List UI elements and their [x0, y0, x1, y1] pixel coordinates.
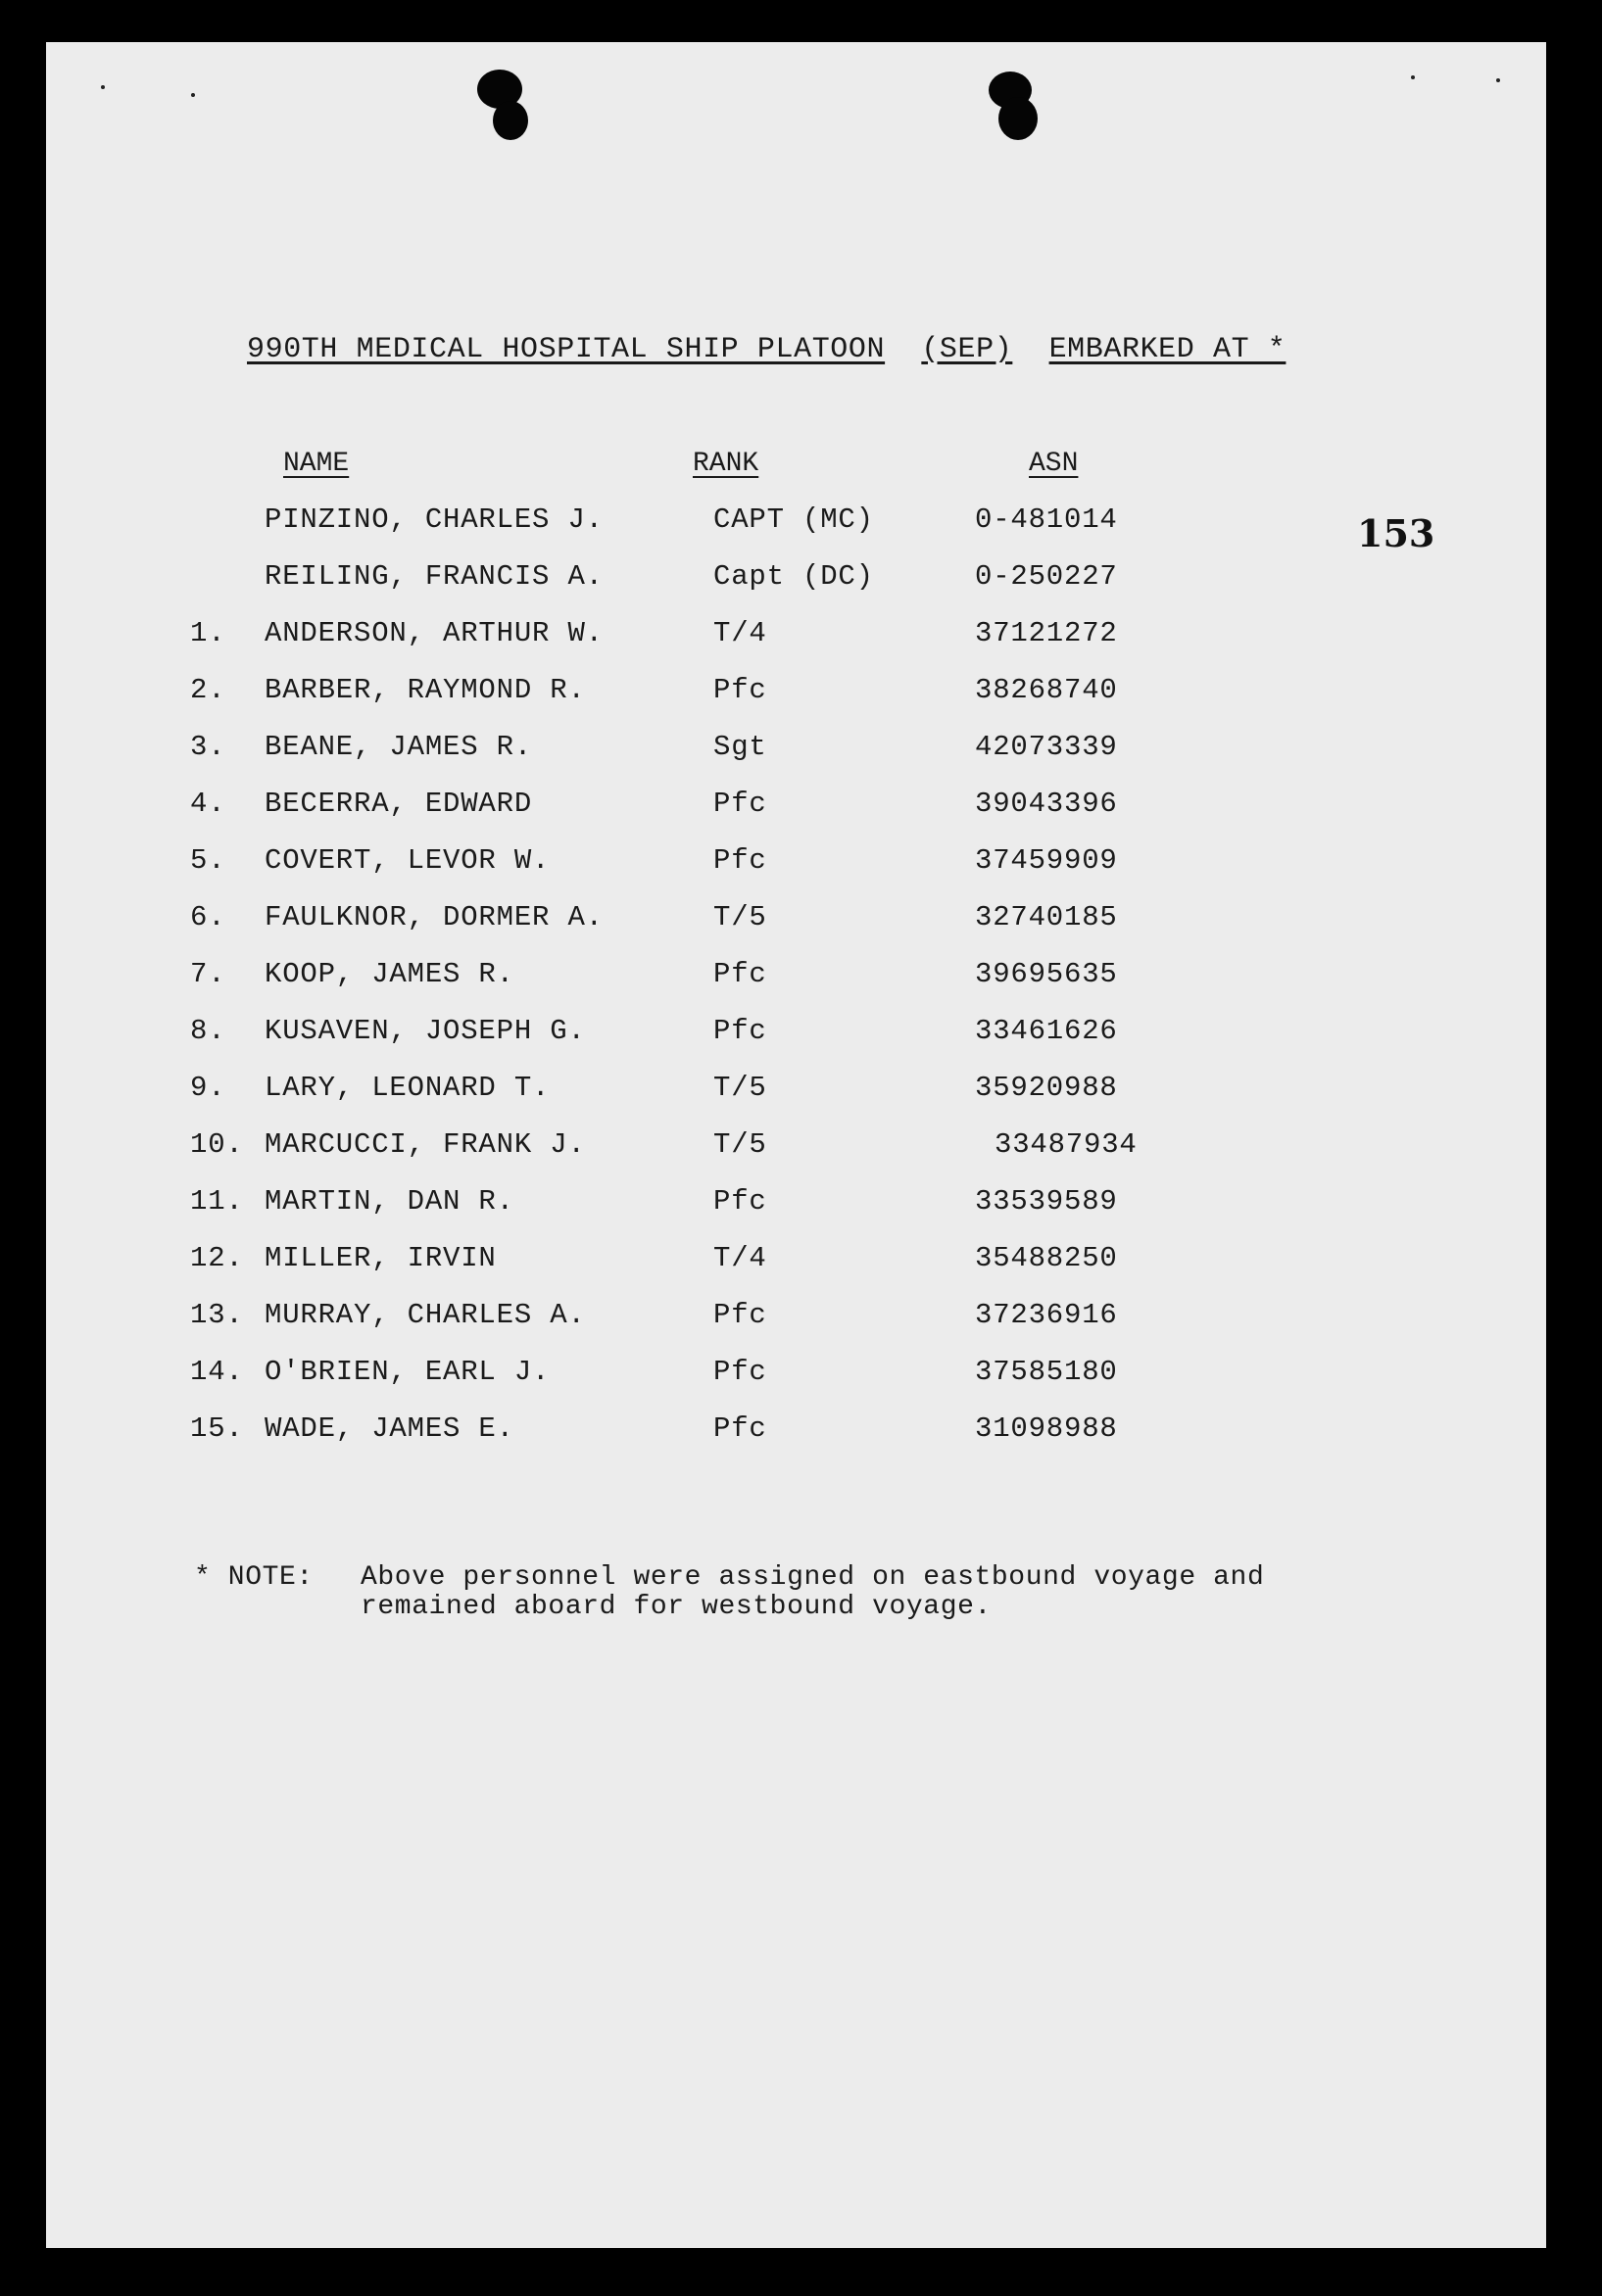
row-number: 3. [190, 731, 226, 763]
row-asn: 33487934 [995, 1128, 1138, 1161]
row-rank: Pfc [713, 844, 767, 877]
row-rank: Pfc [713, 1015, 767, 1047]
row-asn: 32740185 [975, 901, 1118, 933]
row-name: COVERT, LEVOR W. [265, 844, 551, 877]
row-asn: 37236916 [975, 1299, 1118, 1331]
paper-speck [101, 85, 105, 89]
title-sep: (SEP) [921, 333, 1013, 366]
row-rank: Sgt [713, 731, 767, 763]
row-number: 13. [190, 1299, 244, 1331]
row-number: 2. [190, 674, 226, 706]
row-rank: T/5 [713, 1128, 767, 1161]
page-number: 153 [1357, 511, 1435, 555]
footnote-label: * NOTE: [194, 1562, 314, 1593]
row-name: BECERRA, EDWARD [265, 788, 533, 820]
row-name: LARY, LEONARD T. [265, 1072, 551, 1104]
row-name: PINZINO, CHARLES J. [265, 503, 604, 536]
punch-hole-right-lower [998, 97, 1038, 140]
row-number: 7. [190, 958, 226, 990]
row-name: ANDERSON, ARTHUR W. [265, 617, 604, 649]
row-name: MILLER, IRVIN [265, 1242, 497, 1274]
row-name: REILING, FRANCIS A. [265, 560, 604, 593]
row-name: BARBER, RAYMOND R. [265, 674, 586, 706]
row-asn: 38268740 [975, 674, 1118, 706]
row-asn: 33461626 [975, 1015, 1118, 1047]
row-asn: 37121272 [975, 617, 1118, 649]
row-number: 9. [190, 1072, 226, 1104]
row-rank: T/4 [713, 617, 767, 649]
row-asn: 37459909 [975, 844, 1118, 877]
row-rank: Pfc [713, 788, 767, 820]
row-number: 10. [190, 1128, 244, 1161]
row-name: O'BRIEN, EARL J. [265, 1356, 551, 1388]
row-asn: 37585180 [975, 1356, 1118, 1388]
row-number: 5. [190, 844, 226, 877]
row-rank: T/4 [713, 1242, 767, 1274]
row-rank: T/5 [713, 901, 767, 933]
row-asn: 31098988 [975, 1412, 1118, 1445]
column-header-rank: RANK [693, 449, 759, 479]
row-name: MARCUCCI, FRANK J. [265, 1128, 586, 1161]
paper-speck [191, 93, 195, 97]
title-unit: 990TH MEDICAL HOSPITAL SHIP PLATOON [247, 333, 886, 366]
page-title [247, 333, 1286, 366]
row-name: KUSAVEN, JOSEPH G. [265, 1015, 586, 1047]
row-rank: CAPT (MC) [713, 503, 874, 536]
row-asn: 42073339 [975, 731, 1118, 763]
row-name: WADE, JAMES E. [265, 1412, 514, 1445]
row-number: 11. [190, 1185, 244, 1218]
title-embarked: EMBARKED AT * [1048, 333, 1286, 366]
row-rank: Pfc [713, 958, 767, 990]
row-number: 8. [190, 1015, 226, 1047]
row-number: 1. [190, 617, 226, 649]
row-asn: 39043396 [975, 788, 1118, 820]
column-header-asn: ASN [1029, 449, 1079, 479]
row-asn: 39695635 [975, 958, 1118, 990]
row-asn: 33539589 [975, 1185, 1118, 1218]
paper-speck [1496, 78, 1500, 82]
footnote-text: Above personnel were assigned on eastbound voyage and remained aboard for westbound voyage. [361, 1562, 1265, 1622]
row-rank: Pfc [713, 674, 767, 706]
row-name: FAULKNOR, DORMER A. [265, 901, 604, 933]
column-header-name: NAME [283, 449, 350, 479]
row-asn: 35920988 [975, 1072, 1118, 1104]
row-name: MURRAY, CHARLES A. [265, 1299, 586, 1331]
row-rank: Pfc [713, 1185, 767, 1218]
row-rank: Pfc [713, 1412, 767, 1445]
row-number: 6. [190, 901, 226, 933]
punch-hole-left-lower [493, 101, 528, 140]
row-rank: T/5 [713, 1072, 767, 1104]
row-asn: 35488250 [975, 1242, 1118, 1274]
row-name: MARTIN, DAN R. [265, 1185, 514, 1218]
row-rank: Pfc [713, 1299, 767, 1331]
row-asn: 0-481014 [975, 503, 1118, 536]
row-name: BEANE, JAMES R. [265, 731, 533, 763]
row-rank: Pfc [713, 1356, 767, 1388]
row-number: 12. [190, 1242, 244, 1274]
paper-speck [1411, 75, 1415, 79]
row-asn: 0-250227 [975, 560, 1118, 593]
row-number: 4. [190, 788, 226, 820]
row-number: 15. [190, 1412, 244, 1445]
row-number: 14. [190, 1356, 244, 1388]
row-rank: Capt (DC) [713, 560, 874, 593]
row-name: KOOP, JAMES R. [265, 958, 514, 990]
